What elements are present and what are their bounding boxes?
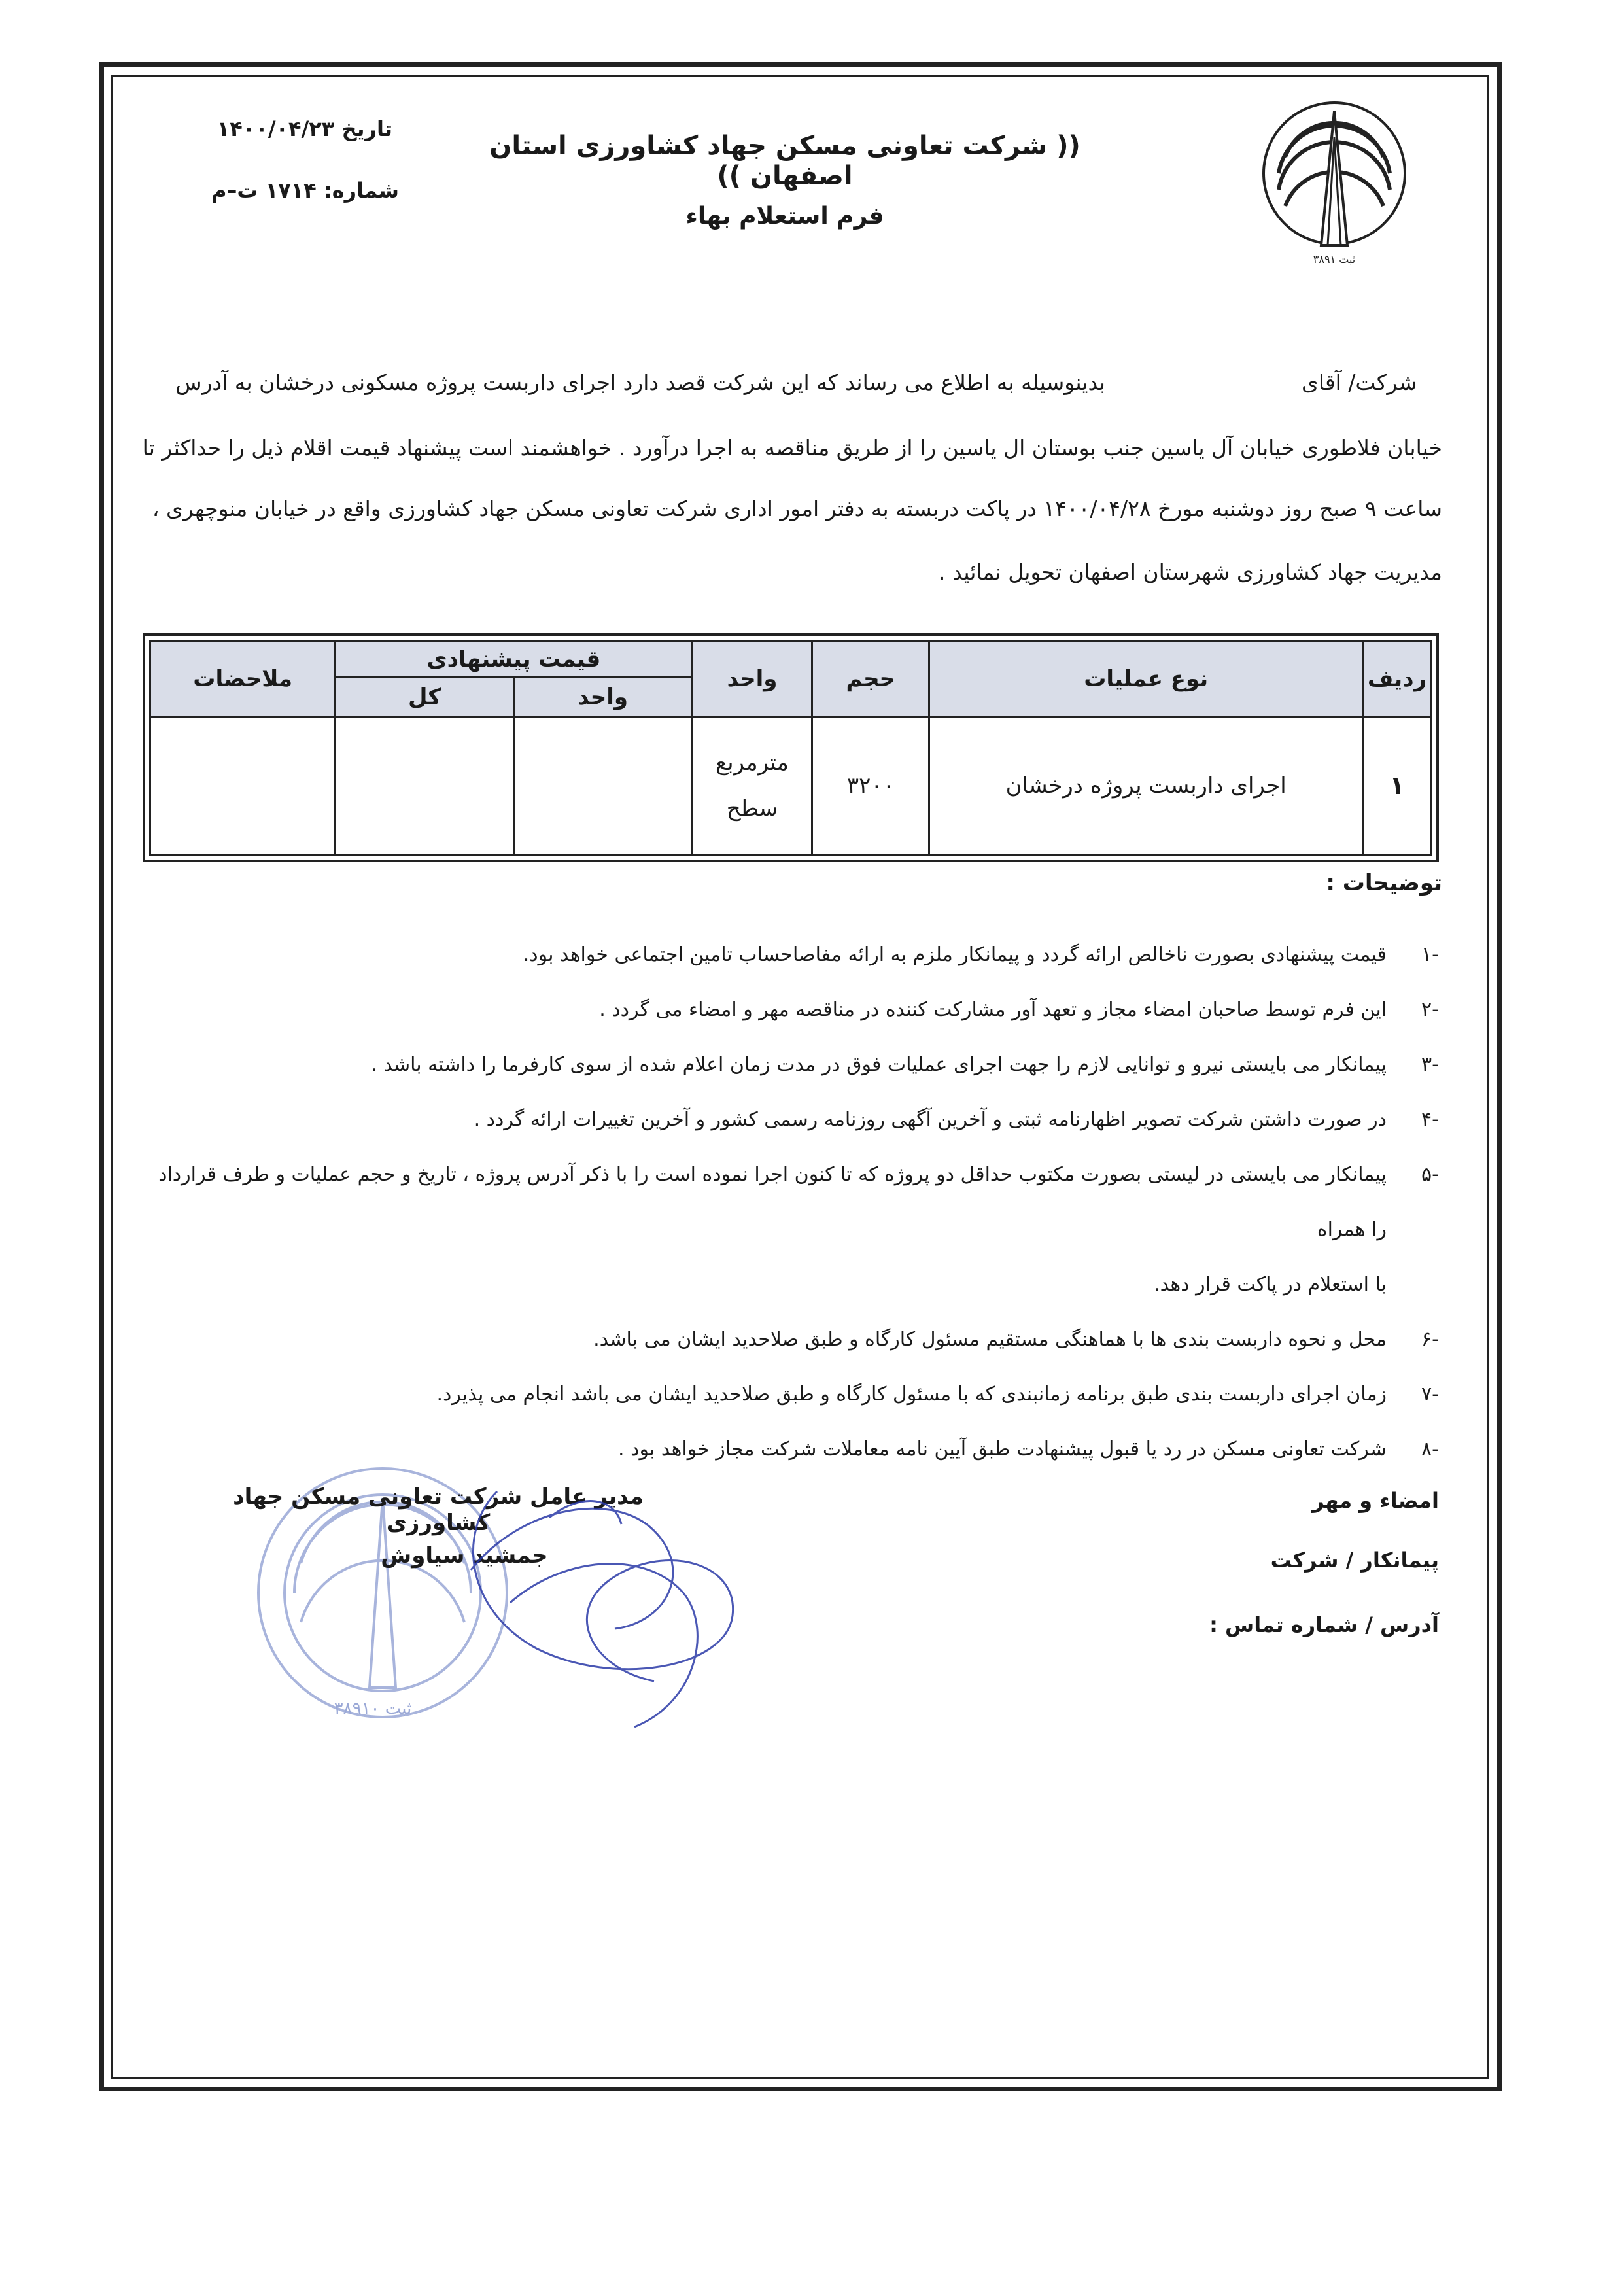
list-item [137, 1147, 1439, 1257]
note-number: -۱ [1421, 943, 1439, 966]
note-number: -۸ [1421, 1438, 1439, 1461]
svg-text:ثبت ۳۸۹۱۰: ثبت ۳۸۹۱۰ [334, 1699, 412, 1718]
list-item [137, 1092, 1439, 1147]
list-item [137, 1312, 1439, 1367]
header-row-number: ردیف [1363, 641, 1432, 717]
form-title: فرم استعلام بهاء [685, 203, 884, 230]
document-number: شماره: ۱۷۱۴ ت–م [211, 178, 399, 203]
intro-line-3: ساعت ۹ صبح روز دوشنبه مورخ ۱۴۰۰/۰۴/۲۸ در پاکت دربسته به دفتر امور اداری شرکت تعاونی مسکن جهاد کشاورزی واقع در خیابان منوچهری ، [152, 496, 1442, 521]
note-number: -۳ [1421, 1053, 1439, 1076]
contractor-label: پیمانکار / شرکت [1270, 1548, 1439, 1573]
handwritten-signature [419, 1452, 759, 1740]
cell-unit-line-2: سطح [726, 795, 778, 822]
note-text: قیمت پیشنهادی بصورت ناخالص ارائه گردد و پیمانکار ملزم به ارائه مفاصاحساب تامین اجتماعی خواهد بود. [523, 943, 1387, 966]
cell-price-total [336, 717, 513, 855]
header-unit: واحد [692, 641, 812, 717]
cell-row-number: ۱ [1363, 717, 1432, 855]
header-price-unit: واحد [513, 678, 692, 717]
list-item [137, 1257, 1439, 1312]
note-number: -۴ [1421, 1108, 1439, 1131]
notes-title: توضیحات : [1326, 870, 1442, 896]
note-text: پیمانکار می بایستی نیرو و توانایی لازم را جهت اجرای عملیات فوق در مدت زمان اعلام شده از سوی کارفرما را داشته باشد . [371, 1053, 1387, 1076]
sign-seal-label: امضاء و مهر [1312, 1488, 1439, 1513]
cell-unit [692, 717, 812, 855]
cell-operation: اجرای داربست پروژه درخشان [929, 717, 1363, 855]
list-item [137, 1037, 1439, 1092]
cell-volume: ۳۲۰۰ [812, 717, 929, 855]
header-price-total: کل [336, 678, 513, 717]
note-text: زمان اجرای داربست بندی طبق برنامه زمانبندی که با مسئول کارگاه و طبق صلاحدید ایشان می باشد انجام می پذیرد. [436, 1383, 1387, 1406]
intro-line-2: خیابان فلاطوری خیابان آل یاسین جنب بوستان ال یاسین را از طریق مناقصه به اجرا درآورد . خواهشمند است پیشنهاد قیمت اقلام ذیل را حداکثر تا [142, 435, 1442, 461]
notes-list [137, 928, 1439, 1477]
cell-remarks [150, 717, 336, 855]
intro-line-4: مدیریت جهاد کشاورزی شهرستان اصفهان تحویل نمائید . [939, 559, 1442, 585]
company-title: (( شرکت تعاونی مسکن جهاد کشاورزی استان اصفهان )) [489, 131, 1080, 191]
note-number: -۲ [1421, 998, 1439, 1021]
note-text: شرکت تعاونی مسکن در رد یا قبول پیشنهادت طبق آیین نامه معاملات شرکت مجاز خواهد بود . [618, 1438, 1387, 1461]
note-number: -۵ [1421, 1163, 1439, 1186]
note-text: در صورت داشتن شرکت تصویر اظهارنامه ثبتی و آخرین آگهی روزنامه رسمی کشور و آخرین تغییرات ارائه گردد . [474, 1108, 1387, 1131]
header-operation-type: نوع عملیات [929, 641, 1363, 717]
intro-line-1: بدینوسیله به اطلاع می رساند که این شرکت قصد دارد اجرای داربست پروژه مسکونی درخشان به آدرس [175, 370, 1105, 395]
date: تاریخ ۱۴۰۰/۰۴/۲۳ [216, 116, 392, 141]
list-item [137, 983, 1439, 1037]
company-logo [1259, 98, 1409, 268]
note-text: پیمانکار می بایستی در لیستی بصورت مکتوب حداقل دو پروژه که تا کنون اجرا نموده است را با ذکر آدرس پروژه ، تاریخ و حجم عملیات و طرف قرارداد را همراه [158, 1163, 1387, 1241]
address-phone-label: آدرس / شماره تماس : [1209, 1612, 1439, 1637]
addressee-label: شرکت/ آقای [1302, 370, 1417, 395]
list-item [137, 928, 1439, 983]
table-row [150, 717, 1432, 855]
note-number: -۶ [1421, 1328, 1439, 1351]
list-item [137, 1367, 1439, 1422]
header-volume: حجم [812, 641, 929, 717]
header-proposed-price: قیمت پیشنهادی [336, 641, 692, 678]
cell-unit-line-1: مترمربع [716, 750, 789, 776]
note-text: محل و نحوه داربست بندی ها با هماهنگی مستقیم مسئول کارگاه و طبق صلاحدید ایشان می باشد. [593, 1328, 1387, 1351]
note-text-continued: با استعلام در پاکت قرار دهد. [1154, 1273, 1387, 1296]
price-inquiry-table [149, 640, 1432, 856]
header-remarks: ملاحضات [150, 641, 336, 717]
note-text: این فرم توسط صاحبان امضاء مجاز و تعهد آور مشارکت کننده در مناقصه مهر و امضاء می گردد . [599, 998, 1387, 1021]
ceo-title: مدیر عامل شرکت تعاونی مسکن جهاد کشاورزی [233, 1484, 644, 1536]
ceo-name: جمشید سیاوش [381, 1542, 548, 1569]
svg-text:ثبت ۳۸۹۱: ثبت ۳۸۹۱ [1313, 253, 1356, 266]
cell-price-unit [513, 717, 692, 855]
note-number: -۷ [1421, 1383, 1439, 1406]
